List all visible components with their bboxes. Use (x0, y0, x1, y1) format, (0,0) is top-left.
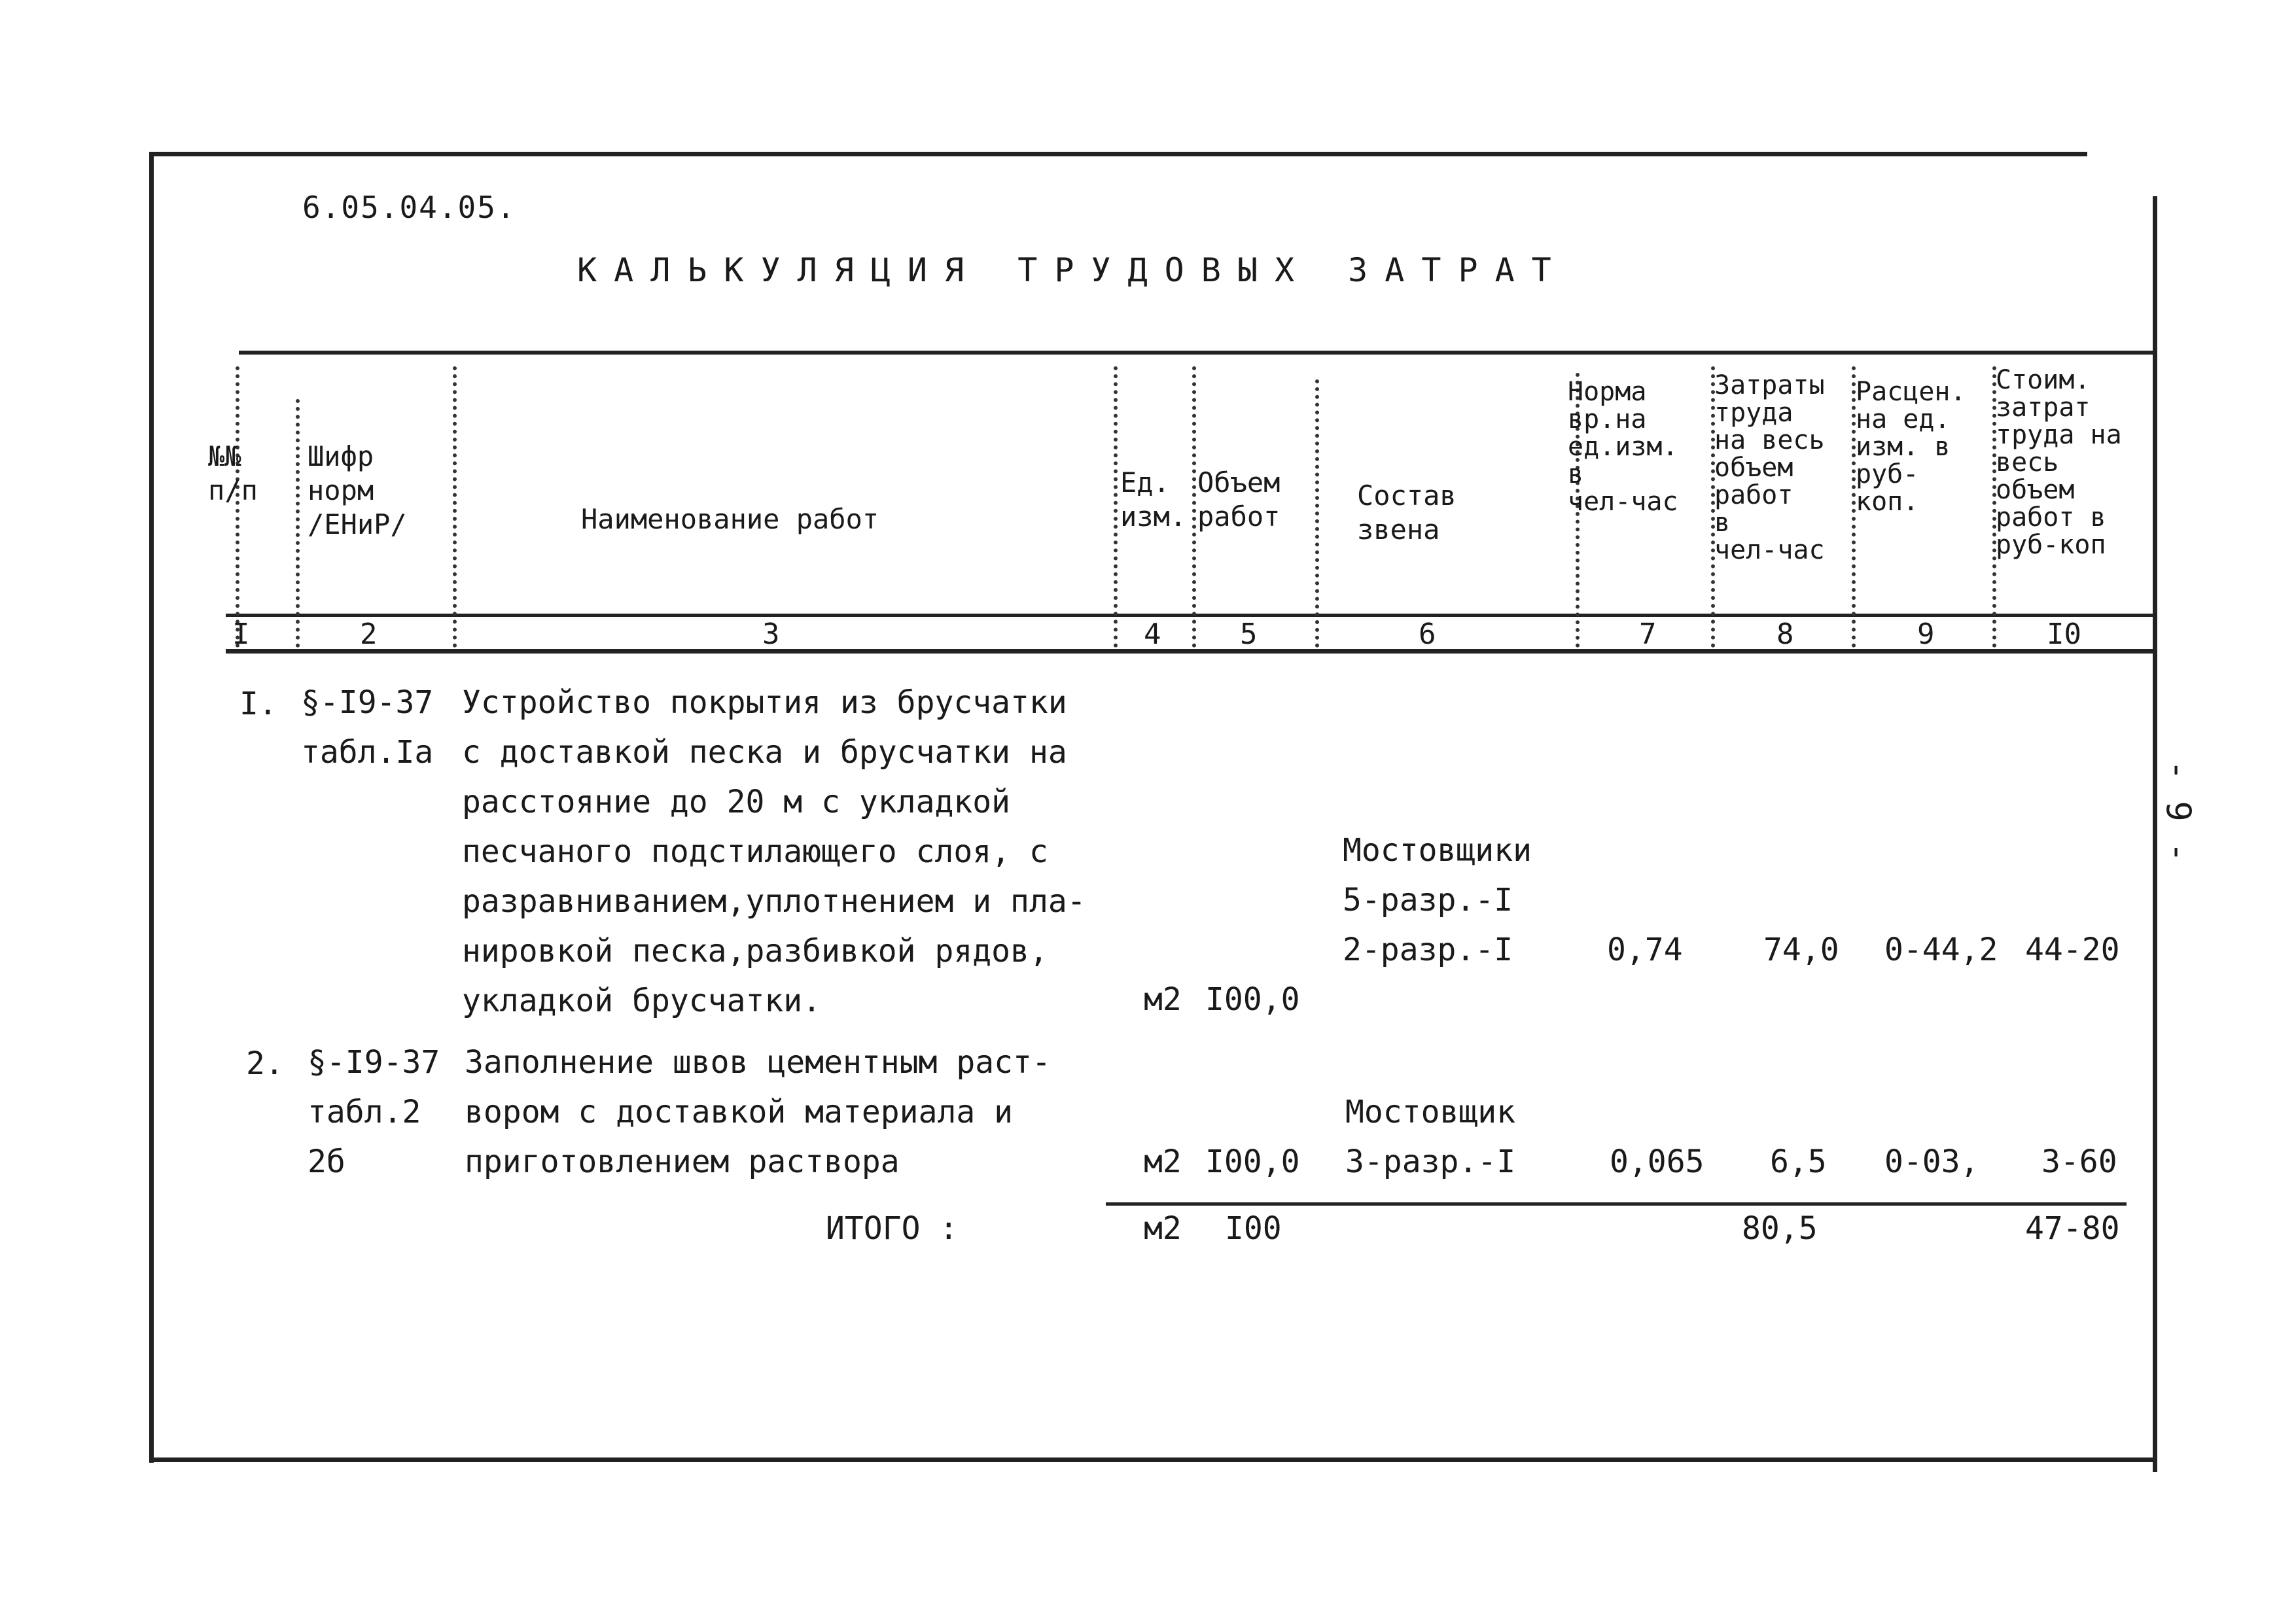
row-volume: I00,0 (1205, 981, 1300, 1018)
header-top-rule (239, 351, 2153, 355)
col-separator (453, 366, 457, 648)
row-labor: 74,0 (1763, 932, 1839, 968)
header-bottom-rule (226, 649, 2153, 654)
row-cost: 3-60 (2041, 1143, 2117, 1180)
row-work-name: Заполнение швов цементным раст- вором с доставкой материала и приготовлением раствора (465, 1044, 1051, 1180)
document-code: 6.05.04.05. (302, 190, 516, 225)
col-number: 9 (1917, 618, 1935, 651)
total-volume: I00 (1225, 1210, 1282, 1247)
col-separator (1315, 379, 1319, 648)
header-col-6: Состав звена (1357, 480, 1457, 546)
frame-bottom-border (149, 1457, 2157, 1462)
total-unit: м2 (1144, 1210, 1182, 1247)
total-labor: 80,5 (1742, 1210, 1818, 1247)
row-unit: м2 (1144, 981, 1182, 1018)
row-crew: Мостовщик 3-разр.-I (1345, 1094, 1516, 1180)
total-cost: 47-80 (2025, 1210, 2120, 1247)
frame-left-border (149, 152, 154, 1463)
row-volume: I00,0 (1205, 1143, 1300, 1180)
header-col-4: Ед. изм. (1120, 466, 1187, 532)
header-col-10: Стоим. затрат труда на весь объем работ в руб-коп (1996, 365, 2122, 560)
row-work-name: Устройство покрытия из брусчатки с доставкой песка и брусчатки на расстояние до 20 м с укладкой песчаного подстилающего слоя, с разравниванием,уплотнением и пла- нировкой песка,разбивкой рядов, укладкой брусчатки. (462, 684, 1086, 1019)
row-rate: 0-03, (1884, 1143, 1979, 1180)
header-col-8: Затраты труда на весь объем работ в чел-час (1714, 370, 1825, 565)
header-col-3: Наименование работ (581, 503, 879, 535)
col-number: 5 (1240, 618, 1258, 651)
header-col-9: Расцен. на ед. изм. в руб- коп. (1856, 377, 1966, 517)
row-number: I. (239, 686, 277, 722)
col-number: 7 (1639, 618, 1657, 651)
col-number: 4 (1144, 618, 1161, 651)
row-norm: 0,74 (1607, 932, 1683, 968)
row-rate: 0-44,2 (1884, 932, 1998, 968)
header-mid-rule (226, 614, 2153, 617)
header-col-5: Объем работ (1197, 466, 1280, 532)
row-crew: Мостовщики 5-разр.-I 2-разр.-I (1343, 832, 1532, 968)
header-col-1: №№ п/п (208, 440, 258, 506)
col-number: I (232, 618, 250, 651)
header-col-2: Шифр норм /ЕНиР/ (308, 440, 407, 540)
row-labor: 6,5 (1770, 1143, 1827, 1180)
row-cost: 44-20 (2025, 932, 2120, 968)
col-number: 6 (1419, 618, 1436, 651)
col-separator (1114, 366, 1118, 648)
col-separator (1192, 366, 1196, 648)
col-number: 3 (762, 618, 780, 651)
col-number: 2 (360, 618, 378, 651)
frame-right-border (2153, 196, 2157, 1472)
row-code: §-I9-37 табл.2 2б (308, 1044, 440, 1180)
document-title: КАЛЬКУЛЯЦИЯ ТРУДОВЫХ ЗАТРАТ (577, 251, 1568, 289)
row-code: §-I9-37 табл.Iа (301, 684, 434, 771)
row-norm: 0,065 (1610, 1143, 1704, 1180)
row-number: 2. (246, 1045, 284, 1082)
row-unit: м2 (1144, 1143, 1182, 1180)
frame-top-border (150, 152, 2087, 156)
total-label: ИТОГО : (826, 1210, 959, 1247)
header-col-7: Норма вр.на ед.изм. в чел-час (1568, 377, 1678, 517)
page-number-mark: - 9 - (2158, 759, 2198, 863)
col-number: 8 (1776, 618, 1794, 651)
col-separator (296, 399, 300, 648)
col-number: I0 (2047, 618, 2081, 651)
